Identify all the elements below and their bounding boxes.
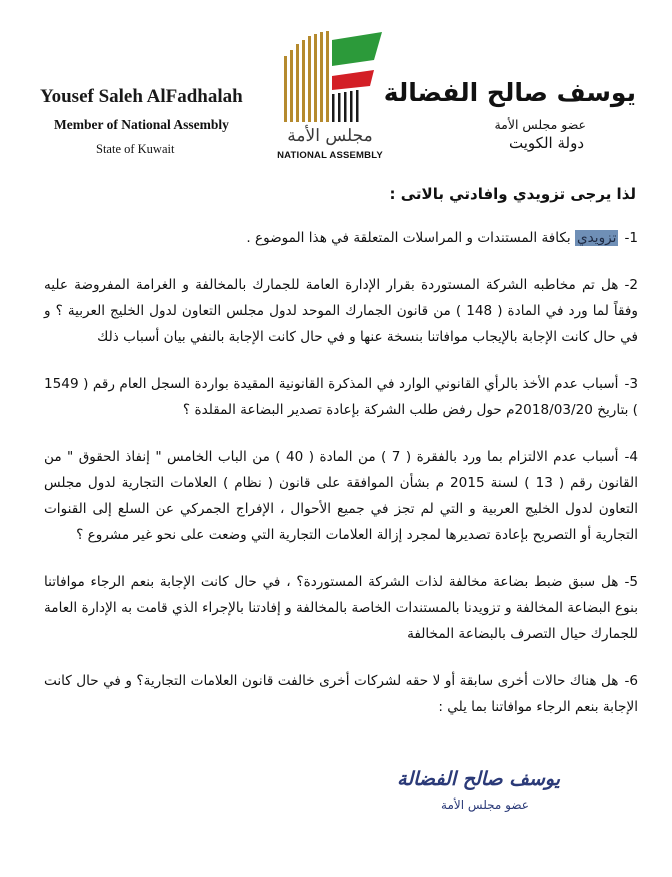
arabic-role: عضو مجلس الأمة (494, 117, 586, 132)
arabic-name: يوسف صالح الفضالة (383, 78, 636, 107)
item-text: أسباب عدم الالتزام بما ورد بالفقرة ( 7 ) من المادة ( 40 ) من الباب الخامس " إنفاذ الحقوق " من القانون رقم ( 13 ) لسنة 2015 م بشأن الموافقة على قانون ( نظام ) العلامات التجارية لدول مجلس التعاون لدول الخليج العربية و التي لم تجز في جميع الأحوال ، الإفراج الجمركي عن السلع إلى القنوات التجارية أو التصريح بإعادة تصديرها لمجرد إزالة العلامات التجارية التي وضعت على نحو غير مشروع ؟ (44, 449, 638, 543)
english-letterhead (40, 86, 243, 157)
letterhead (0, 0, 672, 170)
item-number: 4- (624, 449, 638, 465)
highlighted-word: تزويدي (577, 230, 617, 246)
item-number: 5- (624, 574, 638, 590)
list-item (44, 444, 638, 548)
logo-english-text: NATIONAL ASSEMBLY (277, 150, 383, 161)
arabic-state: دولة الكويت (509, 134, 584, 152)
list-item (44, 569, 638, 647)
item-text: أسباب عدم الأخذ بالرأي القانوني الوارد في المذكرة القانونية المقيدة بواردة السجل العام رقم ( 1549 ) بتاريخ 2018/03/20م حول رفض طلب الشركة بإعادة تصدير البضاعة المقلدة ؟ (44, 376, 638, 418)
item-number: 1- (624, 230, 638, 246)
list-item (44, 225, 638, 251)
national-assembly-logo (270, 26, 390, 161)
item-text: هل هناك حالات أخرى سابقة أو لا حقه لشركات أخرى خالفت قانون العلامات التجارية؟ و في حال كانت الإجابة بنعم الرجاء موافاتنا بما يلي : (44, 673, 638, 715)
item-number: 2- (624, 277, 638, 293)
english-role: Member of National Assembly (54, 117, 229, 132)
signature-role: عضو مجلس الأمة (441, 798, 529, 812)
list-item (44, 668, 638, 720)
item-number: 6- (624, 673, 638, 689)
list-item (44, 371, 638, 423)
item-text: هل تم مخاطبه الشركة المستوردة بقرار الإدارة العامة للجمارك بالمخالفة و الغرامة المفروضة عليه وفقاً لما ورد في المادة ( 148 ) من قانون الجمارك الموحد لدول مجلس التعاون لدول الخليج العربية ؟ و في حال كانت الإجابة بالإيجاب موافاتنا بنسخة عنها و في حال كانت الإجابة بالنفي بيان أسباب ذلك (44, 277, 638, 345)
item-text: بكافة المستندات و المراسلات المتعلقة في هذا الموضوع . (246, 230, 571, 246)
list-item (44, 272, 638, 350)
signature-block (397, 768, 560, 828)
english-name: Yousef Saleh AlFadhalah (40, 86, 243, 107)
signature-name: يوسف صالح الفضالة (397, 768, 560, 790)
arabic-letterhead (383, 78, 636, 152)
assembly-emblem-icon (270, 26, 390, 126)
intro-line: لذا يرجى تزويدي وافادتي بالاتى : (389, 185, 636, 203)
english-state: State of Kuwait (96, 142, 175, 156)
item-text: هل سبق ضبط بضاعة مخالفة لذات الشركة المستوردة؟ ، في حال كانت الإجابة بنعم الرجاء موافاتنا بنوع البضاعة المخالفة و تزويدنا بالمستندات الخاصة بالمخالفة و إفادتنا بالإجراء الذي قامت به الإدارة العامة للجمارك حيال التصرف بالبضاعة المخالفة (44, 574, 638, 642)
letter-body (44, 185, 638, 741)
item-number: 3- (624, 376, 638, 392)
logo-arabic-text: مجلس الأمة (287, 126, 373, 146)
